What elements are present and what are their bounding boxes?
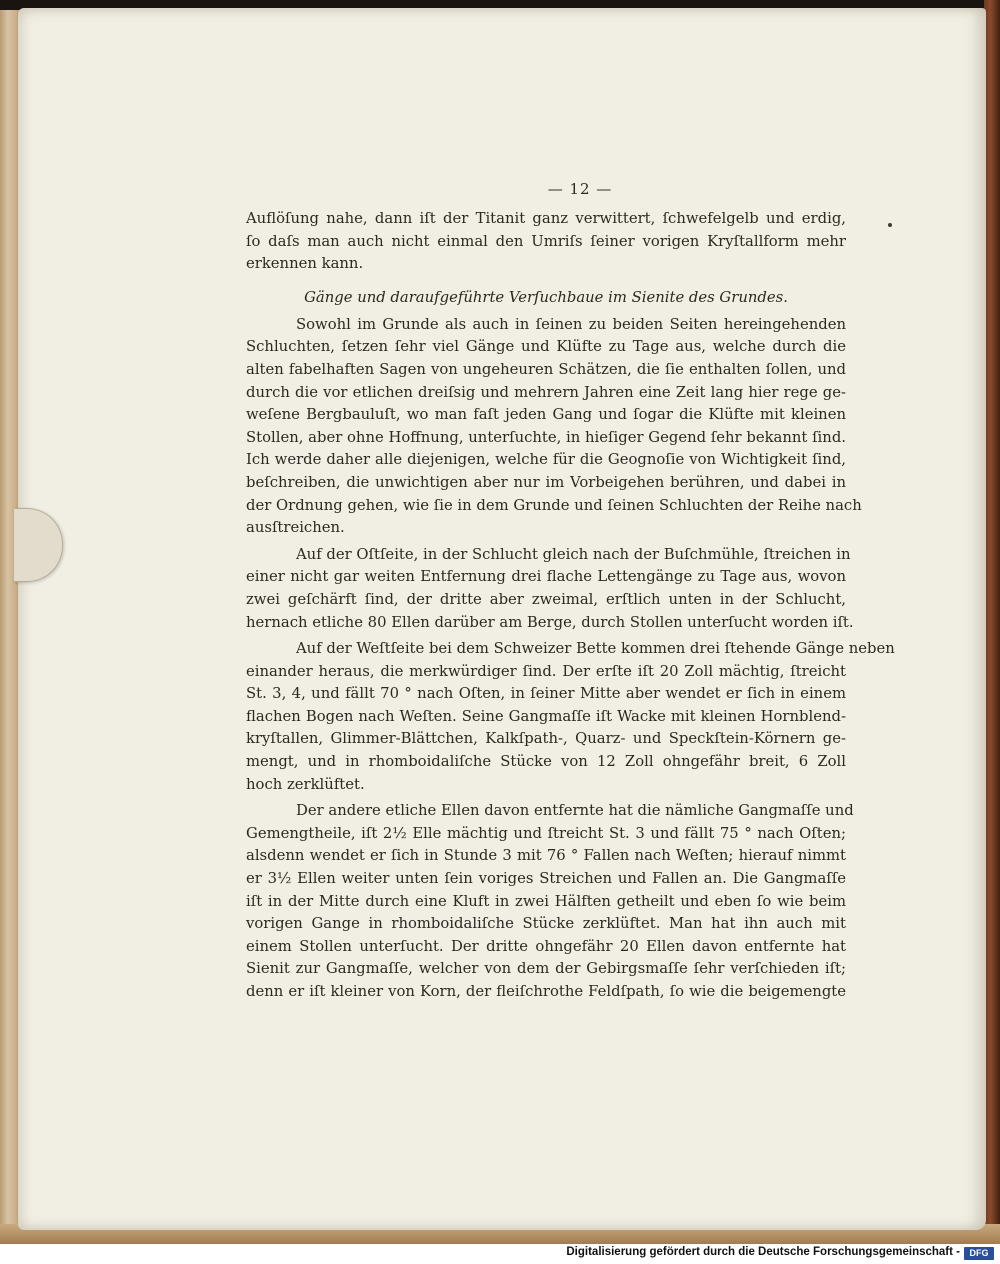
text-line: kryſtallen, Glimmer-Blättchen, Kalkſpath-, Quarz- und Speckſtein-Körnern ge-	[246, 730, 846, 748]
text-line: ſo daſs man auch nicht einmal den Umriſs ſeiner vorigen Kryſtallform mehr	[246, 232, 846, 250]
text-line: denn er iſt kleiner von Korn, der fleiſchrothe Feldſpath, ſo wie die beigemengte	[246, 983, 846, 1000]
attribution-footer	[0, 1244, 1000, 1264]
text-line: hernach etliche 80 Ellen darüber am Berge, durch Stollen unterſucht worden iſt.	[246, 613, 854, 631]
text-line: Stollen, aber ohne Hoffnung, unterſuchte, in hieſiger Gegend ſehr bekannt ſind.	[246, 428, 846, 446]
text-line: er 3½ Ellen weiter unten ſein voriges Streichen und Fallen an. Die Gangmaſſe	[246, 870, 846, 888]
book-cover-edge	[984, 0, 1000, 1244]
page-tab	[14, 508, 63, 582]
ink-speck	[888, 223, 892, 227]
text-line: Sienit zur Gangmaſſe, welcher von dem der Gebirgsmaſſe ſehr verſchieden iſt;	[246, 960, 846, 978]
text-line: einem Stollen unterſucht. Der dritte ohngefähr 20 Ellen davon entfernte hat	[246, 937, 846, 955]
text-line: alsdenn wendet er ſich in Stunde 3 mit 76 ° Fallen nach Weſten; hierauf nimmt	[246, 847, 846, 865]
section-heading: Gänge und daraufgeführte Verſuchbaue im Sienite des Grundes.	[304, 288, 788, 306]
text-line: einander heraus, die merkwürdiger ſind. Der erſte iſt 20 Zoll mächtig, ſtreicht	[246, 662, 846, 680]
text-line: weſene Bergbauluſt, wo man faſt jeden Gang und ſogar die Klüfte mit kleinen	[246, 406, 846, 424]
text-line: erkennen kann.	[246, 255, 364, 273]
paragraph	[246, 800, 854, 1003]
text-line: Der andere etliche Ellen davon entfernte hat die nämliche Gangmaſſe und	[296, 802, 854, 820]
paragraph	[246, 638, 895, 796]
text-line: iſt in der Mitte durch eine Kluft in zwei Hälften getheilt und eben ſo wie beim	[246, 892, 846, 910]
text-line: Schluchten, ſetzen ſehr viel Gänge und Klüfte zu Tage aus, welche durch die	[246, 338, 846, 356]
body-text	[246, 208, 895, 1004]
paragraph	[246, 314, 862, 540]
text-line: der Ordnung gehen, wie ſie in dem Grunde und ſeinen Schluchten der Reihe nach	[246, 496, 862, 514]
text-line: ausſtreichen.	[246, 519, 345, 537]
text-line: Auflöſung nahe, dann iſt der Titanit ganz verwittert, ſchwefelgelb und erdig,	[246, 210, 846, 227]
paragraph	[246, 544, 854, 634]
text-line: vorigen Gange in rhomboidaliſche Stücke zerklüftet. Man hat ihn auch mit	[246, 915, 846, 933]
text-line: Sowohl im Grunde als auch in ſeinen zu beiden Seiten hereingehenden	[296, 315, 846, 333]
text-line: beſchreiben, die unwichtigen aber nur im Vorbeigehen berühren, und dabei in	[246, 473, 846, 491]
dfg-logo: DFG	[964, 1247, 994, 1260]
text-line: mengt, und in rhomboidaliſche Stücke von 12 Zoll ohngefähr breit, 6 Zoll	[246, 753, 846, 771]
text-line: Ich werde daher alle diejenigen, welche für die Geognoſie von Wichtigkeit ſind,	[246, 451, 846, 469]
text-line: flachen Bogen nach Weſten. Seine Gangmaſſe iſt Wacke mit kleinen Hornblend-	[246, 707, 846, 725]
text-line: durch die vor etlichen dreiſsig und mehrern Jahren eine Zeit lang hier rege ge-	[246, 383, 846, 401]
text-line: St. 3, 4, und fällt 70 ° nach Oſten, in ſeiner Mitte aber wendet er ſich in einem	[246, 685, 846, 703]
intro-lines	[246, 208, 846, 276]
text-line: zwei geſchärft ſind, der dritte aber zweimal, erſtlich unten in der Schlucht,	[246, 590, 846, 608]
text-line: Auf der Weſtſeite bei dem Schweizer Bette kommen drei ſtehende Gänge neben	[296, 640, 895, 658]
text-line: alten fabelhaften Sagen von ungeheuren Schätzen, die ſie enthalten ſollen, und	[246, 360, 846, 378]
text-line: Auf der Oſtſeite, in der Schlucht gleich nach der Buſchmühle, ſtreichen in	[296, 545, 851, 563]
text-line: einer nicht gar weiten Entfernung drei flache Lettengänge zu Tage aus, wovon	[246, 568, 846, 586]
text-line: hoch zerklüftet.	[246, 775, 365, 793]
page-number: — 12 —	[547, 180, 613, 198]
text-line: Gemengtheile, iſt 2½ Elle mächtig und ſtreicht St. 3 und fällt 75 ° nach Oſten;	[246, 824, 846, 842]
funding-attribution: Digitalisierung gefördert durch die Deutsche Forschungsgemeinschaft -	[566, 1246, 960, 1258]
